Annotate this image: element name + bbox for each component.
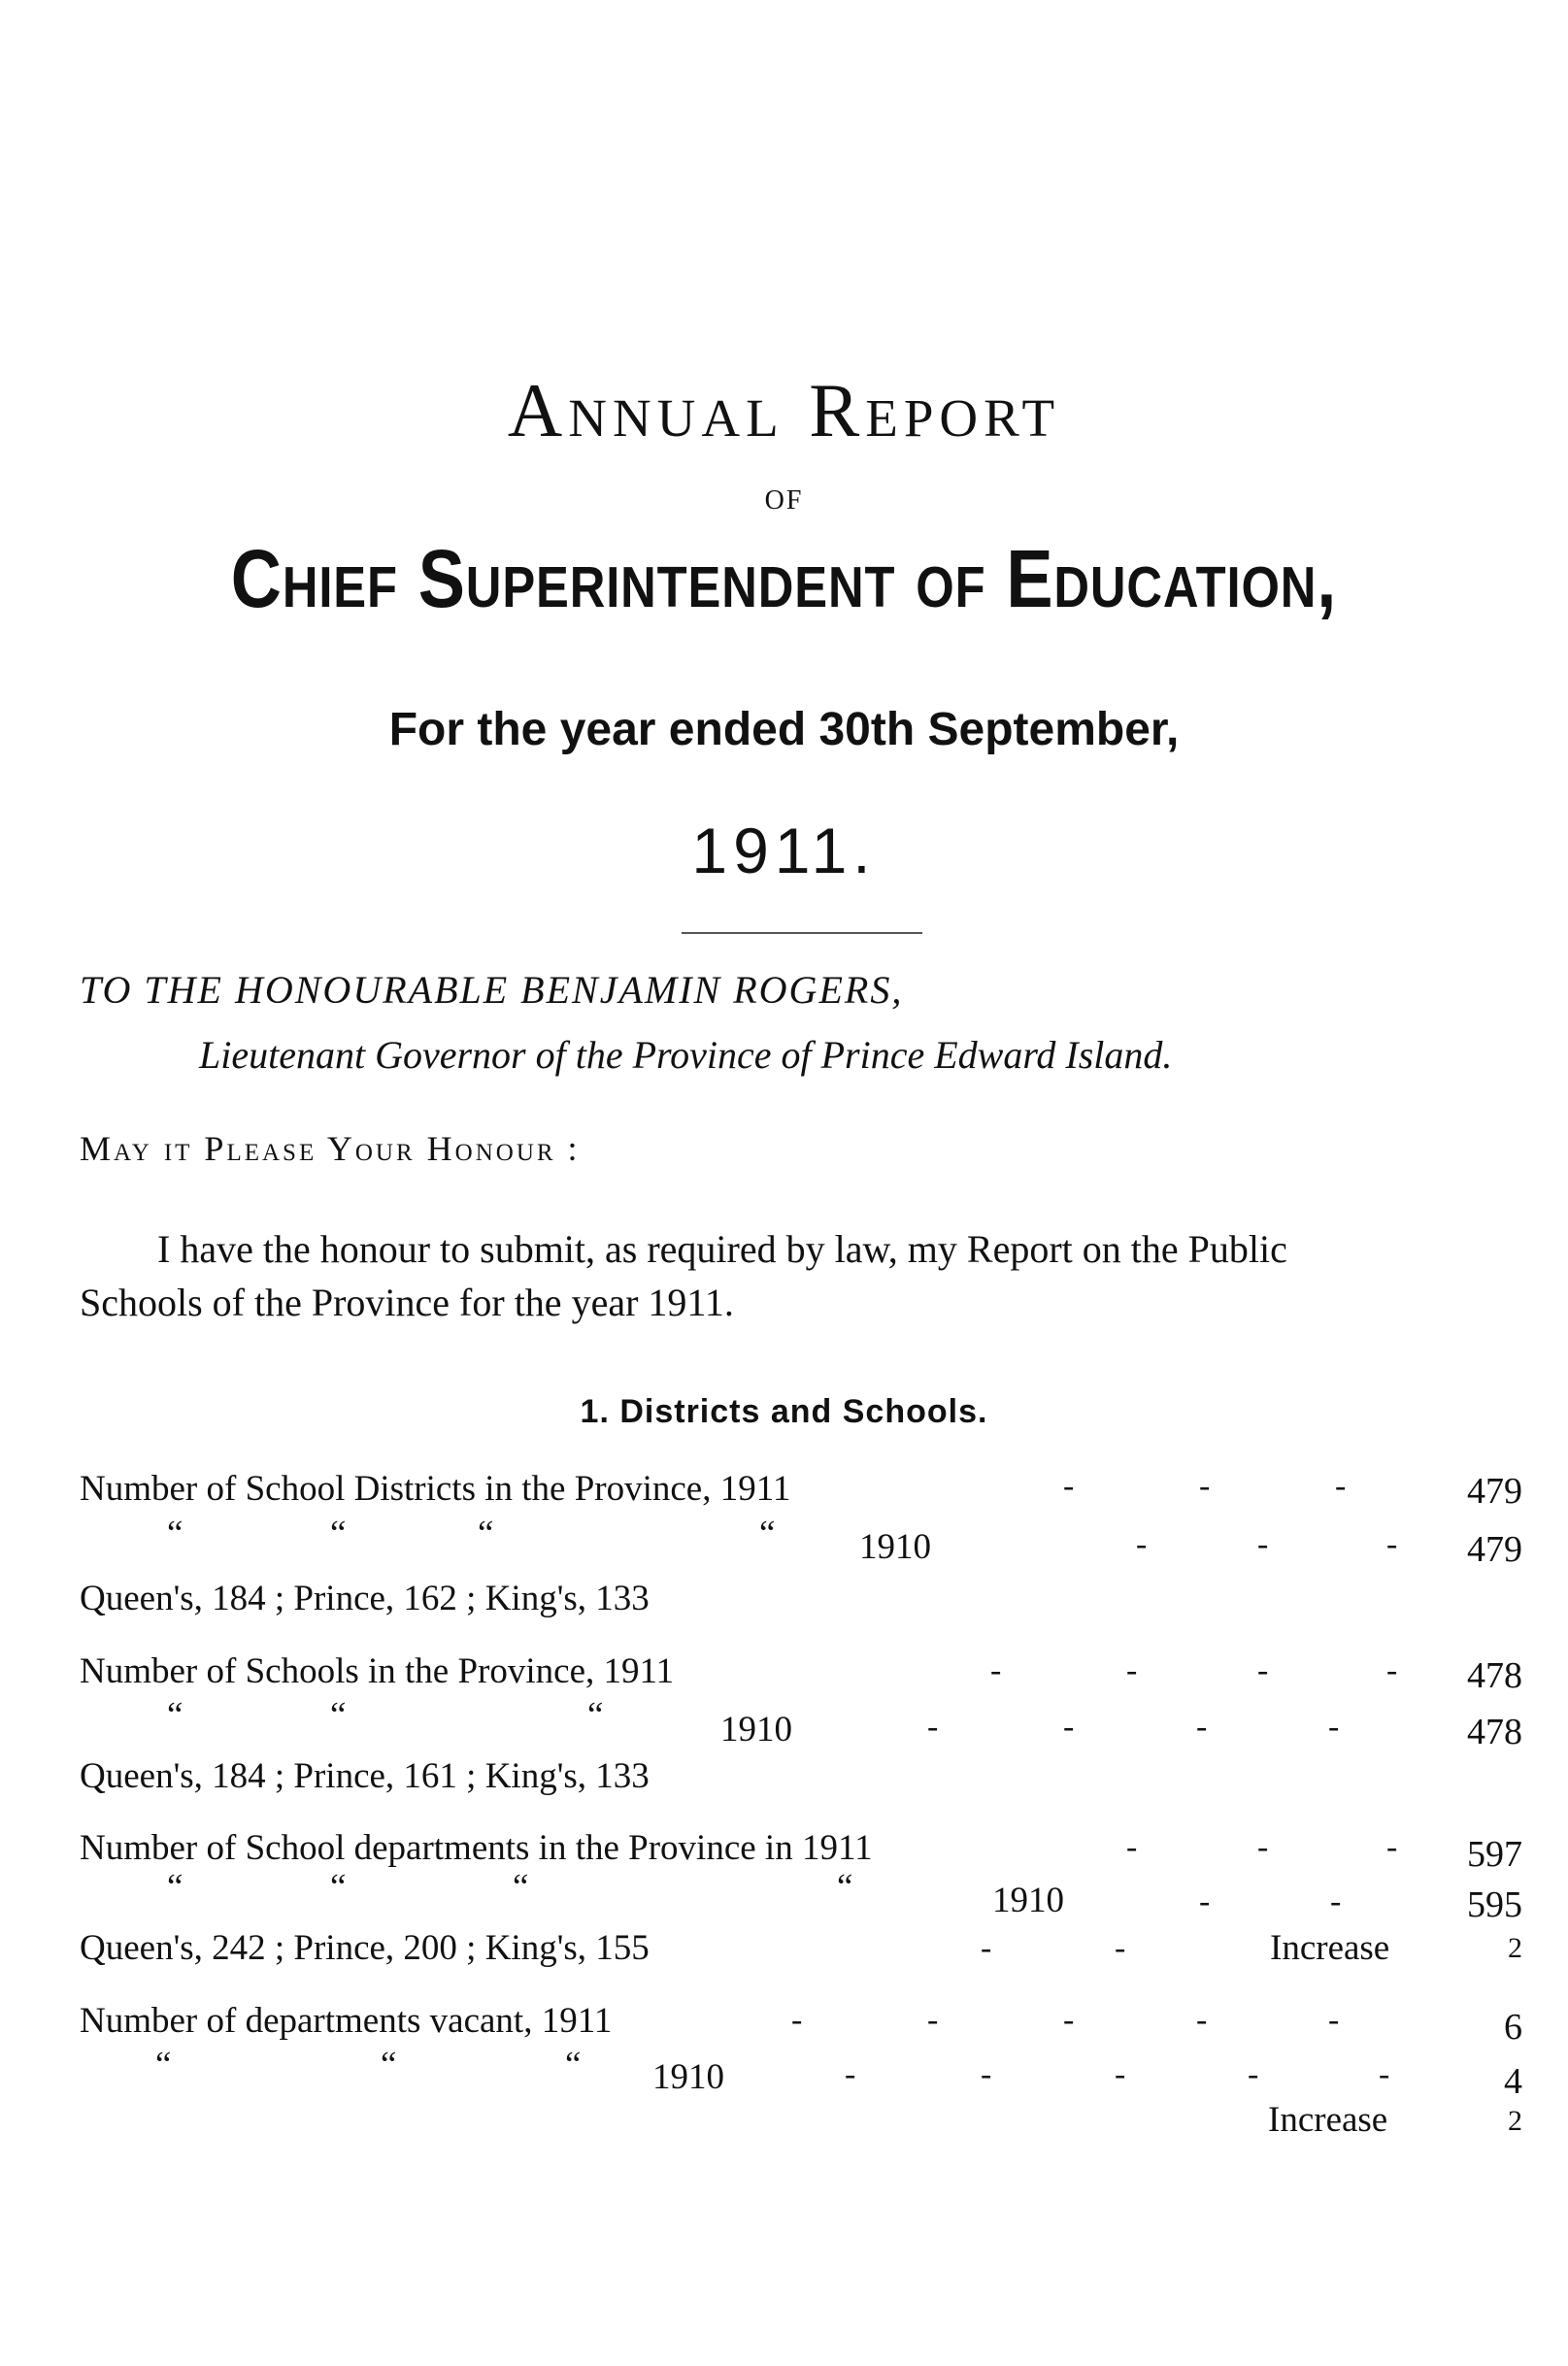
districts-1911-label: Number of School Districts in the Province, 1911 <box>80 1469 791 1509</box>
leader-dash: - <box>1063 2002 1075 2038</box>
departments-increase-label: Increase <box>1270 1928 1390 1968</box>
addressee: TO THE HONOURABLE BENJAMIN ROGERS, <box>80 968 904 1012</box>
ditto-mark: “ <box>330 1867 347 1907</box>
vacant-increase-value: 2 <box>1508 2105 1522 2137</box>
leader-dash: - <box>1386 1829 1398 1865</box>
leader-dash: - <box>1126 1652 1138 1688</box>
departments-breakdown: Queen's, 242 ; Prince, 200 ; King's, 155 <box>80 1928 650 1968</box>
schools-1910-value: 478 <box>1467 1712 1522 1752</box>
ditto-mark: “ <box>478 1514 494 1553</box>
vacant-1910-year: 1910 <box>652 2057 724 2097</box>
divider-rule <box>682 932 922 934</box>
leader-dash: - <box>1136 1526 1148 1562</box>
report-year: 1911. <box>691 815 877 886</box>
leader-dash: - <box>1386 1652 1398 1688</box>
departments-increase-value: 2 <box>1508 1932 1522 1964</box>
ditto-mark: “ <box>587 1695 604 1735</box>
intro-line-2: Schools of the Province for the year 1911. <box>80 1281 734 1324</box>
ditto-mark: “ <box>167 1514 183 1553</box>
leader-dash: - <box>927 1709 939 1745</box>
leader-dash: - <box>1257 1829 1269 1865</box>
districts-1910-value: 479 <box>1467 1529 1522 1570</box>
ditto-mark: “ <box>155 2045 172 2084</box>
leader-dash: - <box>1330 1883 1342 1919</box>
year-ended-line: For the year ended 30th September, <box>388 704 1180 755</box>
leader-dash: - <box>1063 1709 1075 1745</box>
leader-dash: - <box>1115 2056 1126 2092</box>
ditto-mark: “ <box>167 1867 183 1907</box>
ditto-mark: “ <box>330 1514 347 1553</box>
vacant-increase-label: Increase <box>1268 2100 1388 2140</box>
schools-1911-value: 478 <box>1467 1655 1522 1696</box>
salutation: May it Please Your Honour : <box>80 1129 581 1168</box>
departments-1910-value: 595 <box>1467 1884 1522 1925</box>
leader-dash: - <box>1196 2002 1208 2038</box>
ditto-mark: “ <box>565 2045 582 2084</box>
departments-1911-value: 597 <box>1467 1834 1522 1875</box>
districts-1911-value: 479 <box>1467 1471 1522 1512</box>
schools-breakdown: Queen's, 184 ; Prince, 161 ; King's, 133 <box>80 1756 650 1796</box>
report-title: Annual Report <box>507 368 1061 452</box>
leader-dash: - <box>845 2056 856 2092</box>
districts-breakdown: Queen's, 184 ; Prince, 162 ; King's, 133 <box>80 1579 650 1618</box>
ditto-mark: “ <box>381 2045 397 2084</box>
leader-dash: - <box>1115 1930 1126 1966</box>
vacant-1911-value: 6 <box>1504 2007 1522 2048</box>
section-title: 1. Districts and Schools. <box>580 1393 988 1430</box>
leader-dash: - <box>1063 1468 1075 1504</box>
leader-dash: - <box>1199 1883 1211 1919</box>
departments-1910-year: 1910 <box>992 1881 1064 1920</box>
leader-dash: - <box>927 2002 939 2038</box>
vacant-1910-value: 4 <box>1504 2061 1522 2102</box>
leader-dash: - <box>1257 1652 1269 1688</box>
intro-line-1: I have the honour to submit, as required by law, my Report on the Public <box>157 1227 1287 1271</box>
leader-dash: - <box>791 2002 803 2038</box>
leader-dash: - <box>990 1652 1002 1688</box>
districts-1910-year: 1910 <box>859 1527 931 1567</box>
leader-dash: - <box>1257 1526 1269 1562</box>
schools-1911-label: Number of Schools in the Province, 1911 <box>80 1651 675 1691</box>
leader-dash: - <box>1328 2002 1340 2038</box>
addressee-office: Lieutenant Governor of the Province of Prince Edward Island. <box>199 1033 1173 1077</box>
schools-1910-year: 1910 <box>720 1710 792 1750</box>
leader-dash: - <box>1126 1829 1138 1865</box>
leader-dash: - <box>1248 2056 1259 2092</box>
leader-dash: - <box>981 2056 992 2092</box>
leader-dash: - <box>1199 1468 1211 1504</box>
ditto-mark: “ <box>330 1695 347 1735</box>
leader-dash: - <box>1335 1468 1347 1504</box>
leader-dash: - <box>1328 1709 1340 1745</box>
title-of: OF <box>764 485 804 516</box>
report-subtitle: Chief Superintendent of Education, <box>230 533 1338 624</box>
ditto-mark: “ <box>837 1867 853 1907</box>
ditto-mark: “ <box>759 1514 776 1553</box>
leader-dash: - <box>1386 1526 1398 1562</box>
ditto-mark: “ <box>167 1695 183 1735</box>
leader-dash: - <box>981 1930 992 1966</box>
vacant-1911-label: Number of departments vacant, 1911 <box>80 2001 613 2041</box>
departments-1911-label: Number of School departments in the Province in 1911 <box>80 1828 873 1868</box>
leader-dash: - <box>1379 2056 1390 2092</box>
ditto-mark: “ <box>513 1867 529 1907</box>
leader-dash: - <box>1196 1709 1208 1745</box>
